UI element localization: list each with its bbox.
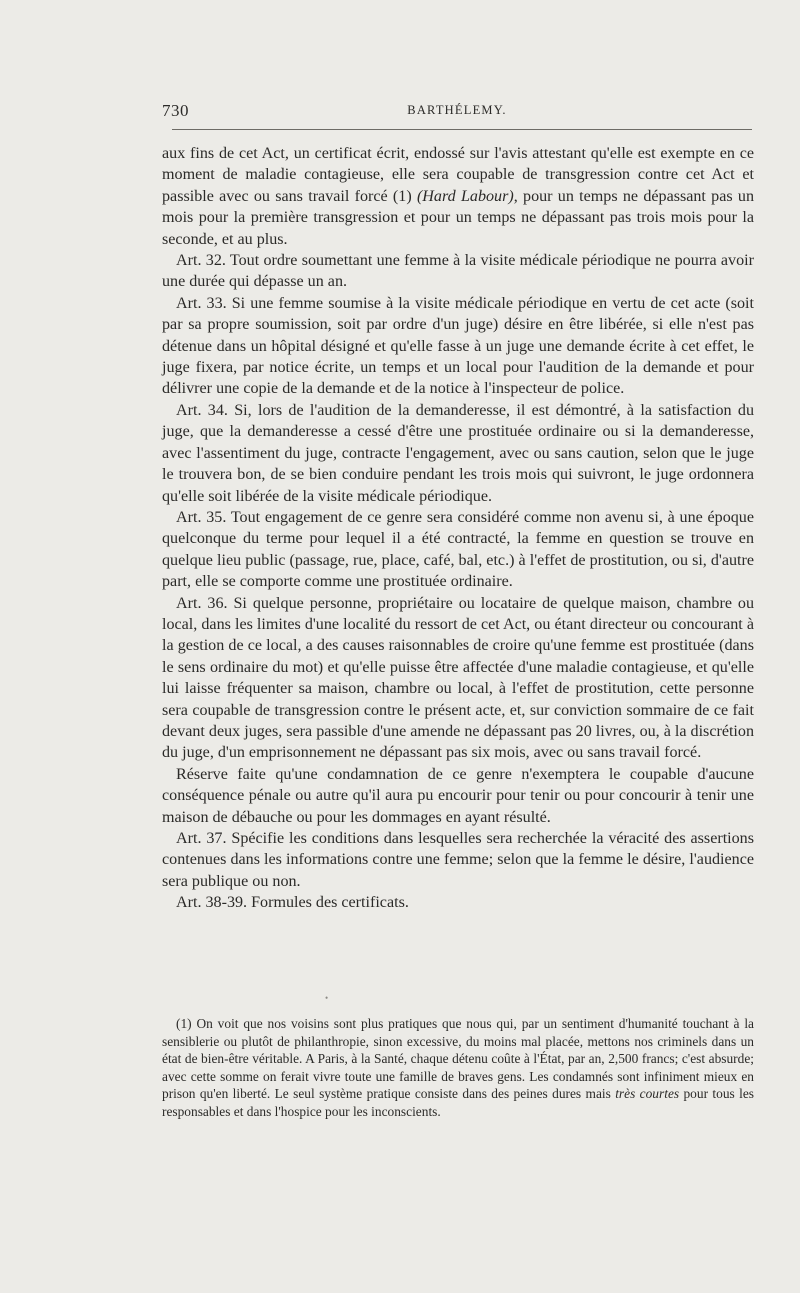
header-rule xyxy=(172,129,752,130)
paragraph-art-36: Art. 36. Si quelque personne, propriétaire ou locataire de quelque maison, chambre ou local, dans les limites d'une localité du ressort de cet Act, ou étant directeur ou concourant à la gestion de ce local, a des causes raisonnables de croire qu'une femme est prostituée (dans le sens ordinaire du mot) et qu'elle puisse être affectée d'une maladie contagieuse, et qu'elle lui laisse fréquenter sa maison, chambre ou local, à l'effet de prostitution, cette personne sera coupable de transgression contre le présent acte, et, sur conviction sommaire de ce fait devant deux juges, sera passible d'une amende ne dépassant pas 20 livres, ou, à la discrétion du juge, d'un emprisonnement ne dépassant pas six mois, avec ou sans travail forcé. xyxy=(162,594,754,762)
body-text xyxy=(162,143,754,914)
paragraph-art-33: Art. 33. Si une femme soumise à la visite médicale périodique en vertu de cet acte (soit par sa propre soumission, soit par ordre d'un juge) désire en être libérée, si elle n'est pas détenue dans un hôpital désigné et qu'elle fasse à un juge une demande écrite à cet effet, le juge fixera, par notice écrite, un temps et un local pour l'audition de la demande et pour délivrer une copie de la demande et de la notice à l'inspecteur de police. xyxy=(162,294,754,398)
paragraph-art-37: Art. 37. Spécifie les conditions dans lesquelles sera recherchée la véracité des assertions contenues dans les informations contre une femme; selon que la femme le désire, l'audience sera publique ou non. xyxy=(162,830,754,890)
footnote-text: (1) On voit que nos voisins sont plus pratiques que nous qui, par un sentiment d'humanité touchant à la sensiblerie ou plutôt de philanthropie, sinon excessive, du moins mal placée, mettons nos criminels dans un état de bien-être véritable. A Paris, à la Santé, chaque détenu coûte à l'État, par an, 2,500 francs; c'est absurde; avec cette somme on ferait vivre toute une famille de braves gens. Les condamnés sont infiniment mieux en prison qu'en liberté. Le seul système pratique consiste dans des peines dures mais très courtes pour tous les responsables et dans l'hospice pour les inconscients. xyxy=(162,1016,754,1119)
footnote-separator: • xyxy=(325,993,329,1003)
paragraph-art-34: Art. 34. Si, lors de l'audition de la demanderesse, il est démontré, à la satisfaction du juge, que la demanderesse a cessé d'être une prostituée ordinaire ou si la demanderesse, avec l'assentiment du juge, contracte l'engagement, avec ou sans caution, selon que le juge le trouvera bon, de se bien conduire pendant les trois mois qui suivront, le juge ordonnera qu'elle soit libérée de la visite médicale périodique. xyxy=(162,401,754,505)
hard-labour-term: (Hard Labour) xyxy=(416,187,514,205)
page-number: 730 xyxy=(162,101,189,120)
paragraph-art-35: Art. 35. Tout engagement de ce genre sera considéré comme non avenu si, à une époque quelconque du terme pour lequel il a été contracté, la femme en question se trouve en quelque lieu public (passage, rue, place, café, bal, etc.) à l'effet de prostitution, ou si, d'autre part, elle se comporte comme une prostituée ordinaire. xyxy=(162,508,754,591)
footnote xyxy=(162,1015,754,1121)
page-header xyxy=(162,101,752,123)
running-head: BARTHÉLEMY. xyxy=(407,103,507,117)
paragraph-reserve: Réserve faite qu'une condamnation de ce genre n'exemptera le coupable d'aucune conséquence pénale ou autre qu'il aura pu encourir pour tenir ou pour concourir à tenir une maison de débauche ou pour les dommages en ayant résulté. xyxy=(162,765,754,826)
paragraph-art-32: Art. 32. Tout ordre soumettant une femme à la visite médicale périodique ne pourra avoir une durée qui dépasse un an. xyxy=(162,252,754,291)
paragraph-continuation: aux fins de cet Act, un certificat écrit, endossé sur l'avis attestant qu'elle est exempte en ce moment de maladie contagieuse, elle sera coupable de transgression contre cet Act et passible avec ou sans travail forcé (1) (Hard Labour), pour un temps ne dépassant pas un mois pour la première transgression et pour un temps ne dépassant pas trois mois pour la seconde, et au plus. xyxy=(162,145,754,248)
paragraph-art-38-39: Art. 38-39. Formules des certificats. xyxy=(176,894,409,912)
footnote-emphasis: très courtes xyxy=(615,1086,680,1102)
